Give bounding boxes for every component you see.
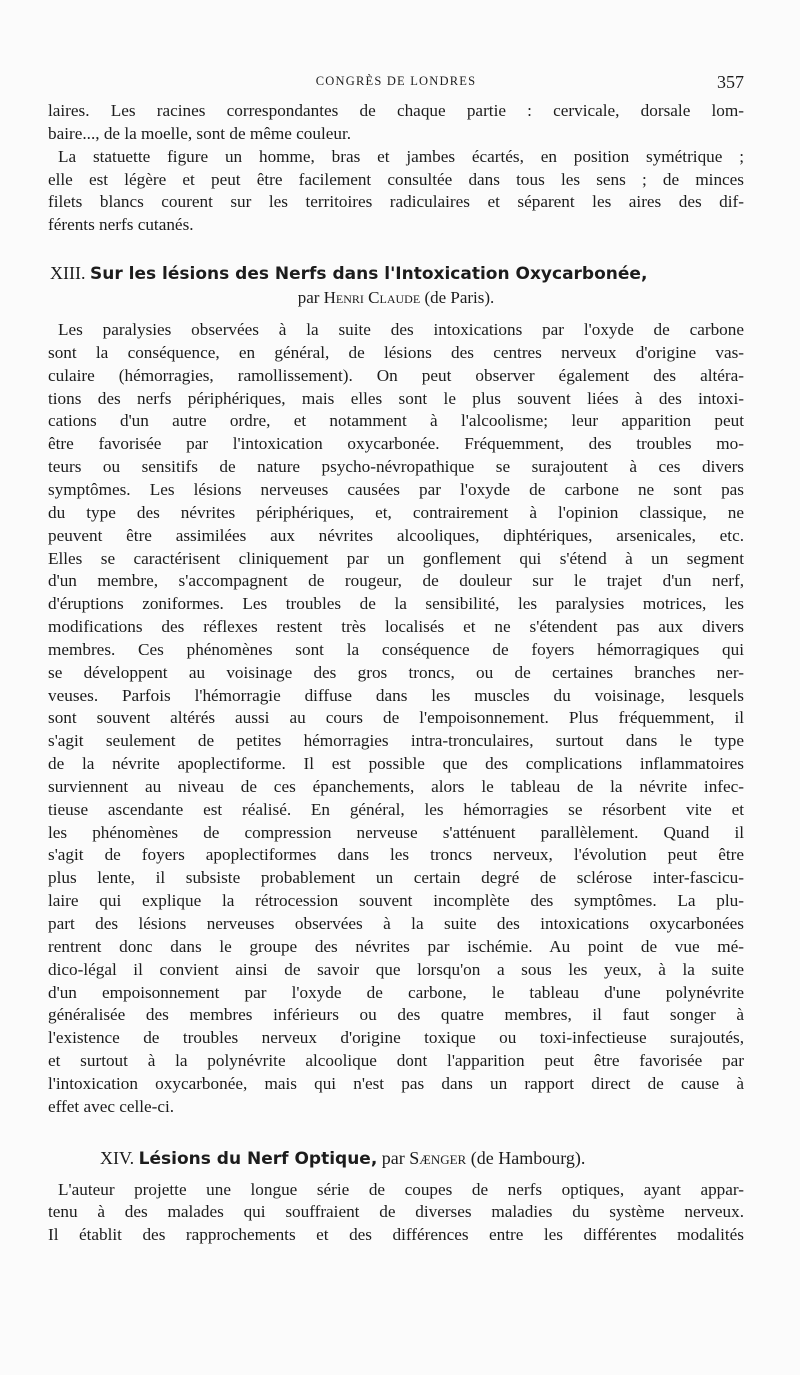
author-origin: (de Paris).	[424, 288, 495, 308]
text-line: effet avec celle-ci.	[48, 1096, 175, 1116]
text-line: plus lente, il subsiste probablement un certain degré de sclérose inter-fascicu-	[48, 868, 744, 888]
text-line: teurs ou sensitifs de nature psycho-névropathique se surajoutent à ces divers	[48, 457, 744, 477]
text-line: d'éruptions zoniformes. Les troubles de la sensibilité, les paralysies motrices, les	[48, 594, 744, 614]
running-head	[48, 68, 744, 100]
author-name: Henri Claude	[323, 288, 421, 308]
text-line: L'auteur projette une longue série de coupes de nerfs optiques, ayant appar-	[58, 1179, 744, 1199]
author-origin: (de Hambourg).	[470, 1147, 586, 1168]
text-line: d'un membre, s'accompagnent de rougeur, de douleur sur le trajet d'un nerf,	[48, 571, 744, 591]
text-line: dico-légal il convient ainsi de savoir que lorsqu'on a sous les yeux, à la suite	[48, 959, 744, 979]
text-line: part des lésions nerveuses observées à la suite des intoxications oxycarbonées	[48, 914, 744, 933]
text-line: sont souvent altérés aussi au cours de l'empoisonnement. Plus fréquemment, il	[48, 708, 744, 728]
author-name: Sænger	[409, 1147, 467, 1168]
text-line: d'un empoisonnement par l'oxyde de carbone, le tableau d'une polynévrite	[48, 982, 744, 1002]
text-line: les phénomènes de compression nerveuse s'atténuent parallèlement. Quand il	[48, 822, 744, 842]
text-line: du type des névrites périphériques, et, contrairement à l'opinion classique, ne	[48, 502, 744, 522]
text-line: symptômes. Les lésions nerveuses causées par l'oxyde de carbone ne sont pas	[48, 479, 744, 499]
section-heading	[48, 262, 744, 286]
text-line: tions des nerfs périphériques, mais elles sont le plus souvent liées à des intoxi-	[48, 388, 744, 408]
text-line: laire qui explique la rétrocession souvent incomplète des symptômes. La plu-	[48, 891, 744, 911]
text-line: modifications des réflexes restent très localisés et ne s'étendent pas aux divers	[48, 617, 744, 637]
paragraph	[48, 146, 744, 237]
section-title: Lésions du Nerf Optique,	[138, 1148, 378, 1169]
text-line: Les paralysies observées à la suite des intoxications par l'oxyde de carbone	[58, 320, 744, 340]
section-number: XIII.	[50, 263, 86, 284]
text-line: tenu à des malades qui souffraient de diverses maladies du système nerveux.	[48, 1202, 744, 1222]
text-line: peuvent être assimilées aux névrites alcooliques, diphtériques, arsenicales, etc.	[48, 525, 744, 545]
text-line: Il établit des rapprochements et des différences entre les différentes modalités	[48, 1225, 744, 1245]
text-line: elle est légère et peut être facilement consultée dans tous les sens ; de minces	[48, 169, 744, 189]
section-byline	[48, 286, 744, 309]
text-line: surviennent au niveau de ces épanchements, alors le tableau de la névrite infec-	[48, 776, 744, 796]
text-line: filets blancs courent sur les territoires radiculaires et séparent les aires des dif-	[48, 192, 744, 212]
section-body	[48, 1179, 744, 1248]
text-line: férents nerfs cutanés.	[48, 215, 194, 235]
byline-prefix: par	[381, 1147, 405, 1168]
text-line: membres. Ces phénomènes sont la conséquence de foyers hémorragiques qui	[48, 639, 744, 659]
section-body	[48, 319, 744, 1119]
text-line: être favorisée par l'intoxication oxycarbonée. Fréquemment, des troubles mo-	[48, 434, 744, 454]
text-line: se développent au voisinage des gros troncs, ou de certaines branches ner-	[48, 662, 744, 682]
running-title: CONGRÈS DE LONDRES	[315, 74, 477, 88]
text-line: baire..., de la moelle, sont de même couleur.	[48, 123, 352, 143]
text-line: veuses. Parfois l'hémorragie diffuse dans les muscles du voisinage, lesquels	[48, 685, 744, 705]
text-line: généralisée des membres inférieurs ou des quatre membres, il faut songer à	[48, 1005, 744, 1025]
text-line: et surtout à la polynévrite alcoolique dont l'apparition peut être favorisée par	[48, 1051, 744, 1071]
text-line: s'agit de foyers apoplectiformes dans les troncs nerveux, l'évolution peut être	[48, 845, 744, 865]
paragraph	[48, 100, 744, 146]
section-number: XIV.	[100, 1147, 135, 1168]
page-number: 357	[717, 72, 744, 92]
text-line: cations d'un autre ordre, et notamment à l'alcoolisme; leur apparition peut	[48, 411, 744, 431]
text-line: l'intoxication oxycarbonée, mais qui n'est pas dans un rapport direct de cause à	[48, 1073, 744, 1093]
text-line: s'agit seulement de petites hémorragies intra-tronculaires, surtout dans le type	[48, 731, 744, 751]
text-line: culaire (hémorragies, ramollissement). On peut observer également des altéra-	[48, 365, 744, 385]
text-line: de la névrite apoplectiforme. Il est possible que des complications inflammatoires	[48, 754, 744, 774]
byline-prefix: par	[297, 288, 320, 308]
text-line: La statuette figure un homme, bras et jambes écartés, en position symétrique ;	[58, 146, 744, 166]
section-title: Sur les lésions des Nerfs dans l'Intoxication Oxycarbonée,	[89, 264, 648, 285]
book-page	[48, 68, 744, 1358]
text-line: Elles se caractérisent cliniquement par un gonflement qui s'étend à un segment	[48, 548, 744, 568]
text-line: sont la conséquence, en général, de lésions des centres nerveux d'origine vas-	[48, 342, 744, 362]
text-line: rentrent donc dans le groupe des névrites par ischémie. Au point de vue mé-	[48, 936, 744, 956]
text-line: l'existence de troubles nerveux d'origine toxique ou toxi-infectieuse surajoutés,	[48, 1028, 744, 1048]
text-line: tieuse ascendante est réalisé. En général, les hémorragies se résorbent vite et	[48, 799, 744, 819]
section-heading	[48, 1147, 744, 1171]
text-line: laires. Les racines correspondantes de chaque partie : cervicale, dorsale lom-	[48, 101, 744, 120]
